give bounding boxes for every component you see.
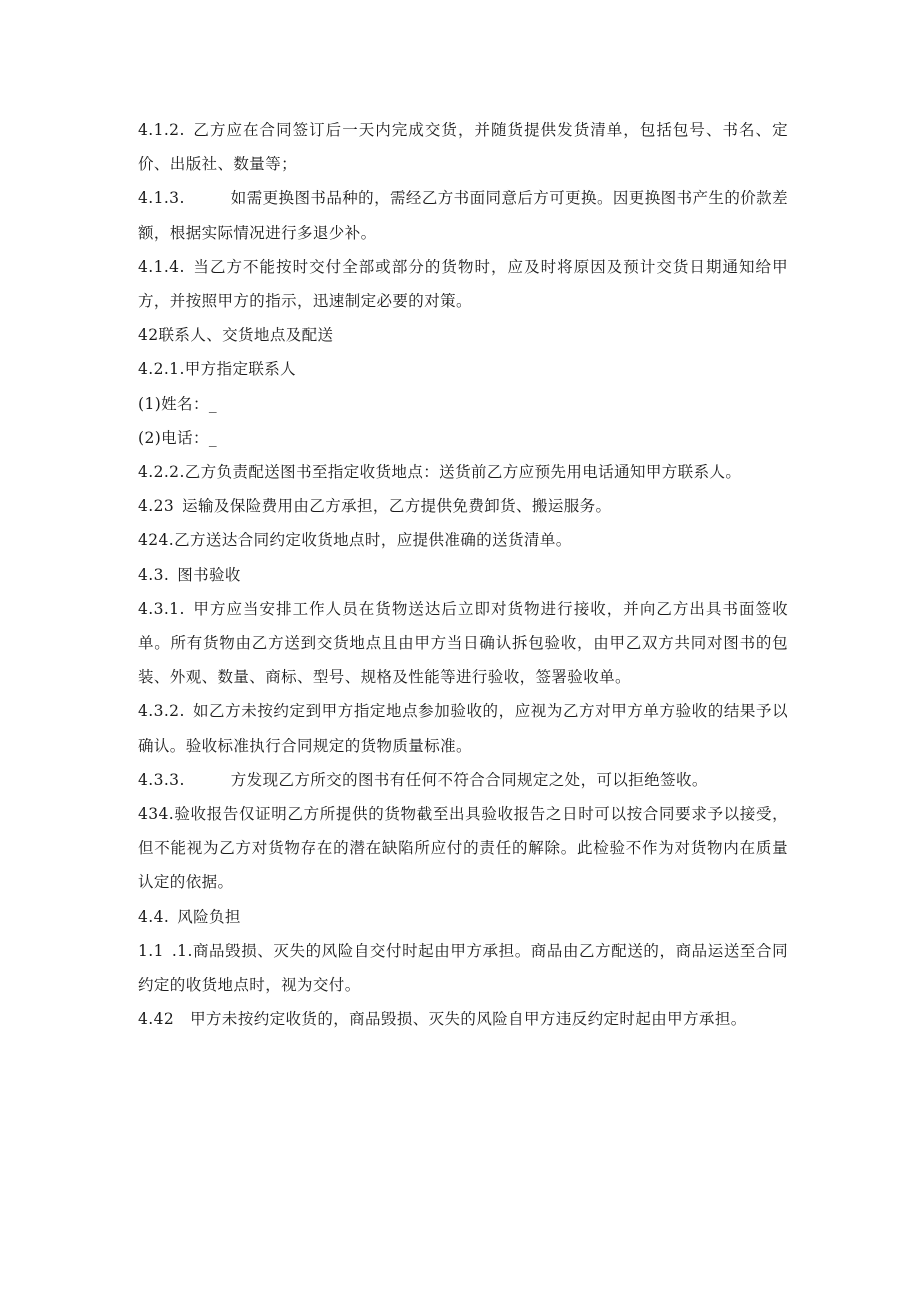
clause-4-3-1: [138, 592, 788, 695]
clause-number: 4.1.2.: [138, 121, 185, 139]
clause-text: 甲方指定联系人: [184, 360, 297, 379]
clause-number: 42: [138, 326, 159, 345]
clause-text: 甲方应当安排工作人员在货物送达后立即对货物进行接收，并向乙方出具书面签收单。所有货物由乙方送到交货地点且由甲方当日确认拆包验收，由甲乙双方共同对图书的包装、外观、数量、商标、型号、规格及性能等进行验收，签署验收单。: [138, 599, 788, 687]
clause-number: 4.3.2.: [138, 702, 185, 721]
clause-text: 当乙方不能按时交付全部或部分的货物时，应及时将原因及预计交货日期通知给甲方，并按照甲方的指示，迅速制定必要的对策。: [138, 257, 788, 311]
clause-text: 乙方送达合同约定收货地点时，应提供准确的送货清单。: [174, 531, 572, 550]
clause-4-2-3: [138, 489, 788, 523]
clause-text: 风险负担: [177, 907, 241, 926]
document-body: [138, 113, 788, 1036]
section-4-4-heading: [138, 900, 788, 934]
clause-4-1-4: [138, 250, 788, 318]
clause-4-2-4: [138, 523, 788, 557]
clause-text: 运输及保险费用由乙方承担，乙方提供免费卸货、搬运服务。: [182, 497, 612, 516]
clause-number: 4.2.1.: [138, 360, 185, 379]
clause-text: 如需更换图书品种的，需经乙方书面同意后方可更换。因更换图书产生的价款差额，根据实际情况进行多退少补。: [138, 189, 788, 242]
clause-4-3-3: [138, 763, 788, 797]
clause-4-1-3: [138, 181, 788, 249]
item-number: (1): [138, 394, 162, 413]
clause-text: 联系人、交货地点及配送: [158, 326, 334, 345]
clause-4-1-2: [138, 113, 788, 181]
section-4-3-heading: [138, 558, 788, 592]
clause-text: .1.商品毁损、灭失的风险自交付时起由甲方承担。商品由乙方配送的，商品运送至合同约定的收货地点时，视为交付。: [138, 941, 788, 995]
clause-text: 验收报告仅证明乙方所提供的货物截至出具验收报告之日时可以按合同要求予以接受，但不能视为乙方对货物存在的潜在缺陷所应付的责任的解除。此检验不作为对货物内在质量认定的依据。: [138, 805, 788, 892]
contact-name: [138, 387, 788, 421]
section-4-2-heading: [138, 318, 788, 352]
clause-4-3-4: [138, 797, 788, 900]
clause-number: 4.3.3.: [138, 770, 185, 789]
clause-number: 4.1.3.: [138, 189, 185, 208]
clause-number: 1.1: [138, 941, 164, 960]
clause-number: 424.: [138, 531, 175, 550]
clause-4-3-2: [138, 694, 788, 762]
clause-number: 4.3.1.: [138, 599, 185, 618]
clause-number: 4.4.: [138, 907, 170, 926]
clause-number: 4.42: [138, 1010, 175, 1029]
clause-text: 如乙方未按约定到甲方指定地点参加验收的，应视为乙方对甲方单方验收的结果予以确认。验收标准执行合同规定的货物质量标准。: [138, 702, 788, 755]
item-text: 电话：_: [161, 428, 218, 447]
clause-number: 4.23: [138, 497, 175, 516]
clause-text: 方发现乙方所交的图书有任何不符合合同规定之处，可以拒绝签收。: [230, 770, 708, 789]
item-text: 姓名：_: [161, 394, 218, 413]
clause-number: 434.: [138, 805, 175, 824]
clause-text: 甲方未按约定收货的，商品毁损、灭失的风险自甲方违反约定时起由甲方承担。: [190, 1010, 747, 1029]
clause-4-2-2: [138, 455, 788, 489]
item-number: (2): [138, 428, 162, 447]
clause-number: 4.2.2.: [138, 463, 185, 482]
clause-4-2-1: [138, 352, 788, 386]
contact-phone: [138, 421, 788, 455]
clause-text: 图书验收: [177, 565, 241, 584]
clause-4-4-1: [138, 934, 788, 1002]
clause-text: 乙方应在合同签订后一天内完成交货，并随货提供发货清单，包括包号、书名、定价、出版社、数量等；: [138, 121, 788, 174]
clause-text: 乙方负责配送图书至指定收货地点：送货前乙方应预先用电话通知甲方联系人。: [184, 463, 742, 482]
clause-number: 4.1.4.: [138, 257, 185, 276]
clause-number: 4.3.: [138, 565, 170, 584]
clause-4-4-2: [138, 1002, 788, 1036]
